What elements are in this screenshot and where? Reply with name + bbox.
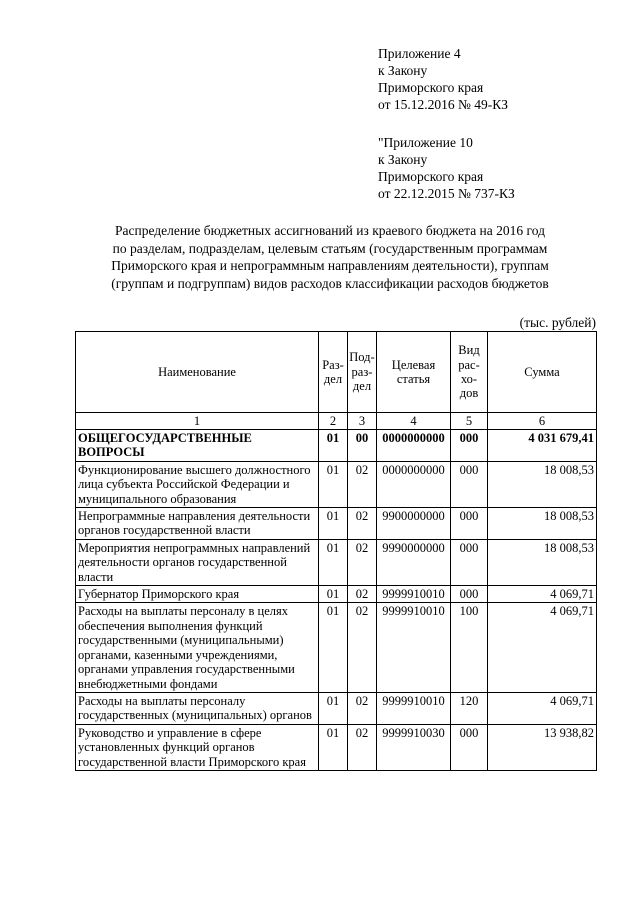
column-number: 4 (377, 413, 451, 430)
cell-section: 01 (319, 603, 348, 692)
cell-section: 01 (319, 586, 348, 603)
appendix-prior (378, 134, 515, 202)
cell-subsection: 02 (348, 539, 377, 585)
cell-subsection: 02 (348, 724, 377, 770)
header-section: Раз- дел (319, 332, 348, 413)
appendix-line: Приложение 4 (378, 46, 461, 61)
appendix-line: "Приложение 10 (378, 135, 473, 150)
cell-target: 9999910010 (377, 603, 451, 692)
cell-expense-type: 000 (451, 461, 488, 507)
cell-expense-type: 000 (451, 586, 488, 603)
appendix-current (378, 45, 508, 113)
header-name: Наименование (76, 332, 319, 413)
column-number-row (76, 413, 597, 430)
cell-target: 0000000000 (377, 430, 451, 462)
title-line: (группам и подгруппам) видов расходов классификации расходов бюджетов (111, 275, 549, 291)
appendix-line: к Закону (378, 63, 428, 78)
cell-sum: 4 069,71 (488, 603, 597, 692)
cell-subsection: 00 (348, 430, 377, 462)
column-number: 1 (76, 413, 319, 430)
cell-sum: 4 069,71 (488, 586, 597, 603)
table-body (76, 430, 597, 771)
cell-subsection: 02 (348, 603, 377, 692)
cell-sum: 4 069,71 (488, 692, 597, 724)
table-row (76, 692, 597, 724)
cell-subsection: 02 (348, 692, 377, 724)
column-number: 3 (348, 413, 377, 430)
units-label: (тыс. рублей) (519, 315, 596, 330)
cell-sum: 18 008,53 (488, 461, 597, 507)
cell-name: Мероприятия непрограммных направлений деятельности органов государственной власти (76, 539, 319, 585)
table-row (76, 586, 597, 603)
cell-name: Губернатор Приморского края (76, 586, 319, 603)
cell-expense-type: 120 (451, 692, 488, 724)
title-line: Приморского края и непрограммным направлениям деятельности), группам (111, 258, 549, 273)
header-subsection: Под- раз- дел (348, 332, 377, 413)
table-row (76, 461, 597, 507)
cell-expense-type: 000 (451, 539, 488, 585)
cell-target: 9999910010 (377, 586, 451, 603)
appendix-line: Приморского края (378, 80, 484, 95)
cell-section: 01 (319, 461, 348, 507)
table-row (76, 508, 597, 540)
cell-sum: 18 008,53 (488, 539, 597, 585)
cell-name: Непрограммные направления деятельности органов государственной власти (76, 508, 319, 540)
cell-section: 01 (319, 692, 348, 724)
table-row (76, 430, 597, 462)
cell-name: Руководство и управление в сфере установленных функций органов государственной власти Приморского края (76, 724, 319, 770)
table-row (76, 603, 597, 692)
appendix-line: от 22.12.2015 № 737-КЗ (378, 186, 515, 201)
header-expense-type: Вид рас- хо- дов (451, 332, 488, 413)
header-sum: Сумма (488, 332, 597, 413)
cell-expense-type: 000 (451, 430, 488, 462)
cell-target: 9999910030 (377, 724, 451, 770)
cell-target: 0000000000 (377, 461, 451, 507)
cell-section: 01 (319, 430, 348, 462)
cell-sum: 13 938,82 (488, 724, 597, 770)
table-row (76, 724, 597, 770)
column-number: 2 (319, 413, 348, 430)
appendix-line: от 15.12.2016 № 49-КЗ (378, 97, 508, 112)
cell-expense-type: 000 (451, 724, 488, 770)
appendix-line: Приморского края (378, 169, 484, 184)
cell-name: Функционирование высшего должностного лица субъекта Российской Федерации и муниципального образования (76, 461, 319, 507)
cell-sum: 18 008,53 (488, 508, 597, 540)
cell-subsection: 02 (348, 461, 377, 507)
budget-table (75, 331, 597, 771)
title-line: по разделам, подразделам, целевым статьям (государственным программам (112, 240, 548, 256)
title-line: Распределение бюджетных ассигнований из краевого бюджета на 2016 год (115, 223, 545, 238)
cell-sum: 4 031 679,41 (488, 430, 597, 462)
cell-section: 01 (319, 724, 348, 770)
cell-subsection: 02 (348, 586, 377, 603)
table-header-row (76, 332, 597, 413)
cell-expense-type: 000 (451, 508, 488, 540)
cell-expense-type: 100 (451, 603, 488, 692)
cell-subsection: 02 (348, 508, 377, 540)
cell-target: 9900000000 (377, 508, 451, 540)
header-target: Целевая статья (377, 332, 451, 413)
document-title (60, 222, 600, 292)
cell-name: Расходы на выплаты персоналу государственных (муниципальных) органов (76, 692, 319, 724)
table-row (76, 539, 597, 585)
column-number: 5 (451, 413, 488, 430)
cell-name: ОБЩЕГОСУДАРСТВЕННЫЕ ВОПРОСЫ (76, 430, 319, 462)
cell-target: 9990000000 (377, 539, 451, 585)
column-number: 6 (488, 413, 597, 430)
cell-target: 9999910010 (377, 692, 451, 724)
appendix-line: к Закону (378, 152, 428, 167)
cell-section: 01 (319, 508, 348, 540)
cell-section: 01 (319, 539, 348, 585)
cell-name: Расходы на выплаты персоналу в целях обеспечения выполнения функций государственными (муниципальными) органами, казенными учреждениями, органами управления государственными внебюджетными фондами (76, 603, 319, 692)
